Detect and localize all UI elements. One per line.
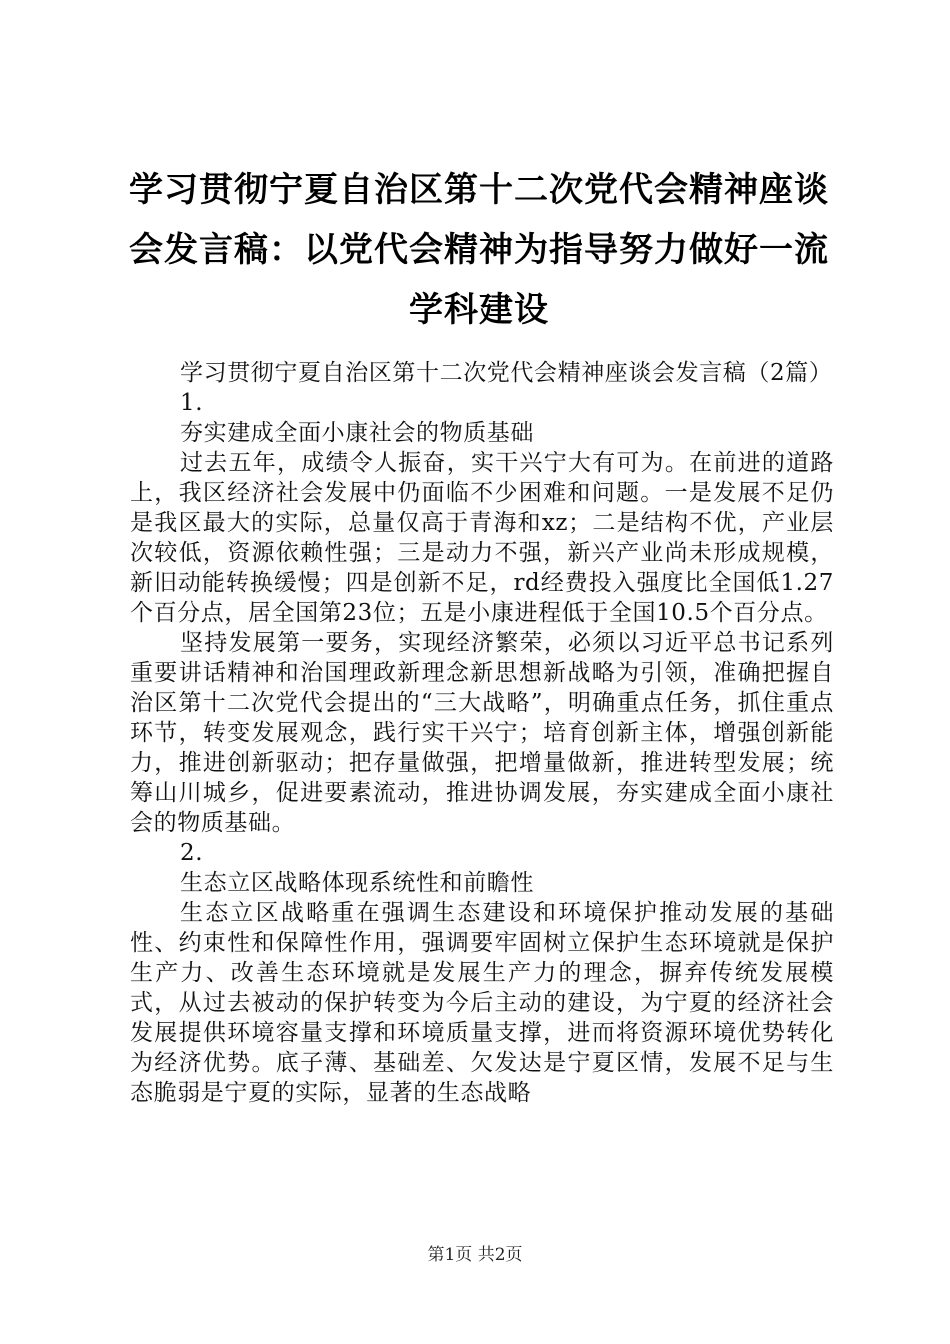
section-number: 2. [180,840,204,866]
section-heading: 生态立区战略体现系统性和前瞻性 [180,870,534,896]
document-body [130,358,834,1108]
body-paragraph: 生态立区战略重在强调生态建设和环境保护推动发展的基础性、约束性和保障性作用，强调要牢固树立保护生态环境就是保护生产力、改善生态环境就是发展生产力的理念，摒弃传统发展模式，从过去被动的保护转变为今后主动的建设，为宁夏的经济社会发展提供环境容量支撑和环境质量支撑，进而将资源环境优势转化为经济优势。底子薄、基础差、欠发达是宁夏区情，发展不足与生态脆弱是宁夏的实际，显著的生态战略 [130,900,834,1106]
document-subtitle: 学习贯彻宁夏自治区第十二次党代会精神座谈会发言稿（2篇） [180,360,833,386]
document-title: 学习贯彻宁夏自治区第十二次党代会精神座谈会发言稿：以党代会精神为指导努力做好一流学科建设 [129,170,829,330]
section-heading: 夯实建成全面小康社会的物质基础 [180,420,534,446]
body-paragraph: 坚持发展第一要务，实现经济繁荣，必须以习近平总书记系列重要讲话精神和治国理政新理念新思想新战略为引领，准确把握自治区第十二次党代会提出的“三大战略”，明确重点任务，抓住重点环节，转变发展观念，践行实干兴宁；培育创新主体，增强创新能力，推进创新驱动；把存量做强，把增量做新，推进转型发展；统筹山川城乡，促进要素流动，推进协调发展，夯实建成全面小康社会的物质基础。 [130,630,834,836]
section-number: 1. [180,390,204,416]
page-footer: 第1页 共2页 [427,1245,523,1265]
body-paragraph: 过去五年，成绩令人振奋，实干兴宁大有可为。在前进的道路上，我区经济社会发展中仍面临不少困难和问题。一是发展不足仍是我区最大的实际，总量仅高于青海和xz；二是结构不优，产业层次较低，资源依赖性强；三是动力不强，新兴产业尚未形成规模，新旧动能转换缓慢；四是创新不足，rd经费投入强度比全国低1.27个百分点，居全国第23位；五是小康进程低于全国10.5个百分点。 [130,450,834,626]
